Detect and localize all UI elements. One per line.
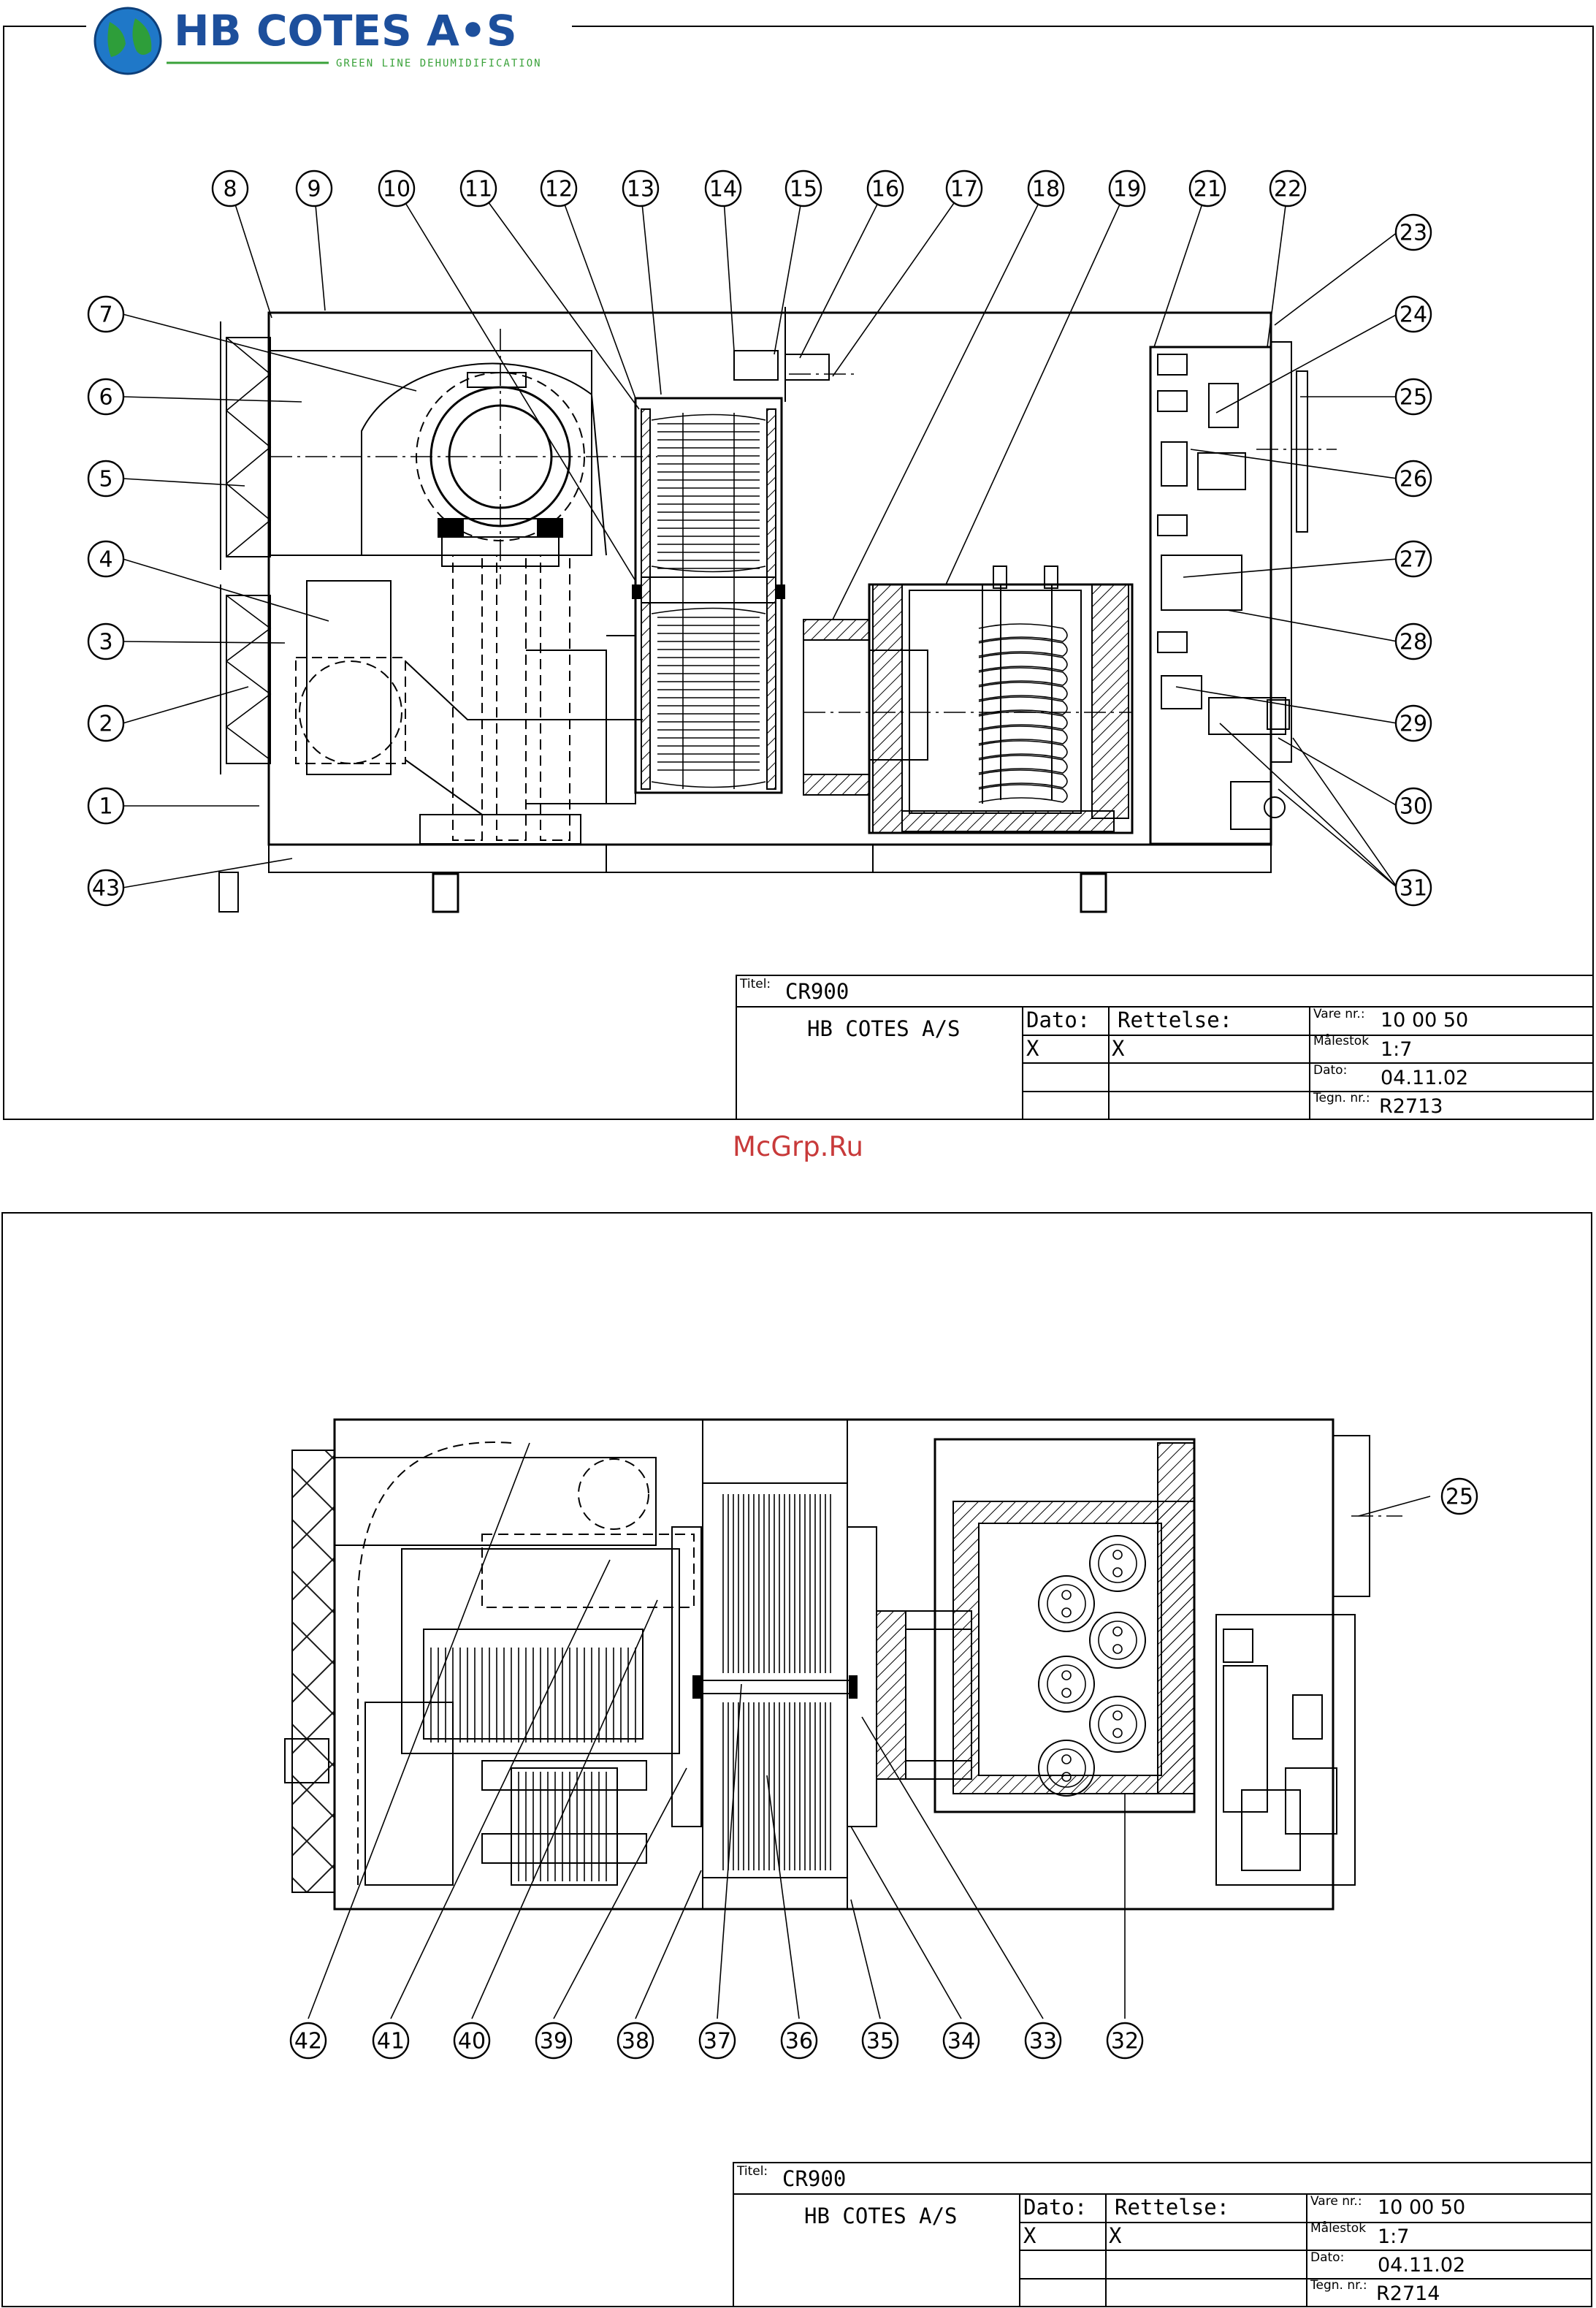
svg-text:18: 18 <box>1031 176 1061 202</box>
part-label-4 <box>88 541 123 576</box>
svg-text:31: 31 <box>1399 875 1428 902</box>
rotor-drive <box>734 307 855 402</box>
part-label-2 <box>88 706 123 741</box>
dato-header: Dato: <box>1026 1008 1091 1032</box>
part-label-7 <box>88 297 123 332</box>
svg-text:17: 17 <box>950 176 979 202</box>
rettelse-x: X <box>1109 2223 1122 2248</box>
part-label-39 <box>536 2023 571 2058</box>
panel-top-view <box>1216 1436 1402 1885</box>
vare-number: 10 00 50 <box>1381 1009 1469 1032</box>
part-label-35 <box>863 2023 898 2058</box>
svg-text:30: 30 <box>1399 793 1428 820</box>
part-label-41 <box>373 2023 408 2058</box>
fan-housing <box>270 329 657 584</box>
rotor-wheel <box>632 398 785 793</box>
company-name: HB COTES A/S <box>804 2204 958 2228</box>
heater-coil <box>979 584 1067 802</box>
vare-number: 10 00 50 <box>1378 2196 1466 2219</box>
part-label-36 <box>782 2023 817 2058</box>
svg-text:16: 16 <box>871 176 900 202</box>
svg-text:21: 21 <box>1193 176 1222 202</box>
svg-text:6: 6 <box>99 384 113 411</box>
part-label-42 <box>291 2023 326 2058</box>
svg-text:37: 37 <box>703 2028 732 2054</box>
date: 04.11.02 <box>1378 2254 1466 2277</box>
title-block-2 <box>733 2163 1592 2307</box>
part-label-9 <box>297 171 332 206</box>
svg-text:10: 10 <box>382 176 411 202</box>
svg-text:1: 1 <box>99 793 113 820</box>
sheet-2-border <box>2 1213 1592 2307</box>
part-label-40 <box>454 2023 489 2058</box>
part-label-13 <box>623 171 658 206</box>
part-label-21 <box>1190 171 1225 206</box>
svg-text:42: 42 <box>294 2028 323 2054</box>
part-label-1 <box>88 788 123 823</box>
drawing-number: R2713 <box>1379 1095 1443 1118</box>
part-label-16 <box>868 171 903 206</box>
svg-text:35: 35 <box>866 2028 895 2054</box>
part-label-26 <box>1396 461 1431 496</box>
svg-text:2: 2 <box>99 711 113 737</box>
svg-text:24: 24 <box>1399 302 1428 328</box>
part-label-22 <box>1270 171 1305 206</box>
inlet-filters <box>221 321 270 774</box>
dato-key: Dato: <box>1313 1063 1348 1078</box>
scale: 1:7 <box>1378 2225 1410 2248</box>
part-label-19 <box>1110 171 1145 206</box>
part-label-8 <box>213 171 248 206</box>
drawing-title: CR900 <box>782 2166 847 2191</box>
rotor-fins <box>657 413 760 789</box>
svg-text:7: 7 <box>99 302 113 328</box>
svg-text:15: 15 <box>789 176 818 202</box>
svg-text:33: 33 <box>1028 2028 1058 2054</box>
svg-text:26: 26 <box>1399 466 1428 492</box>
svg-text:25: 25 <box>1445 1484 1474 1510</box>
svg-text:32: 32 <box>1110 2028 1139 2054</box>
part-label-12 <box>541 171 576 206</box>
part-label-23 <box>1396 215 1431 250</box>
svg-text:41: 41 <box>376 2028 405 2054</box>
svg-text:9: 9 <box>307 176 321 202</box>
part-labels-sheet-1 <box>88 171 1431 905</box>
svg-text:22: 22 <box>1273 176 1302 202</box>
sheet-1 <box>4 6 1593 1119</box>
dato-x: X <box>1023 2223 1036 2248</box>
svg-text:36: 36 <box>784 2028 814 2054</box>
fan-top-view <box>335 1442 694 1885</box>
watermark: McGrp.Ru <box>733 1131 863 1162</box>
malestok-key: Målestok <box>1310 2221 1367 2236</box>
part-label-32 <box>1107 2023 1142 2058</box>
dato-x: X <box>1026 1036 1039 1061</box>
part-label-14 <box>706 171 741 206</box>
heater-top-view <box>877 1439 1194 1812</box>
dato-key: Dato: <box>1310 2250 1345 2265</box>
rotor-top-view <box>672 1483 877 1878</box>
part-label-27 <box>1396 541 1431 576</box>
rettelse-header: Rettelse: <box>1115 2195 1230 2220</box>
part-label-6 <box>88 379 123 414</box>
dato-header: Dato: <box>1023 2195 1088 2220</box>
part-label-28 <box>1396 624 1431 659</box>
part-label-25 <box>1396 379 1431 414</box>
titel-key: Titel: <box>737 2164 768 2179</box>
part-label-33 <box>1026 2023 1061 2058</box>
svg-text:12: 12 <box>544 176 573 202</box>
electrical-panel <box>1150 342 1337 844</box>
part-label-11 <box>461 171 496 206</box>
svg-text:4: 4 <box>99 546 113 573</box>
part-label-5 <box>88 461 123 496</box>
part-label-10 <box>379 171 414 206</box>
svg-text:3: 3 <box>99 629 113 655</box>
svg-text:14: 14 <box>709 176 738 202</box>
svg-text:19: 19 <box>1112 176 1142 202</box>
leader-lines-sheet-2 <box>308 1443 1430 2019</box>
svg-text:43: 43 <box>91 875 121 902</box>
vare-key: Vare nr.: <box>1310 2194 1362 2209</box>
part-label-43 <box>88 870 123 905</box>
rettelse-x: X <box>1112 1036 1125 1061</box>
part-label-38 <box>618 2023 653 2058</box>
svg-text:5: 5 <box>99 466 113 492</box>
svg-text:28: 28 <box>1399 629 1428 655</box>
part-label-24 <box>1396 297 1431 332</box>
company-logo <box>86 6 572 77</box>
drawing-number: R2714 <box>1376 2282 1440 2305</box>
svg-text:40: 40 <box>457 2028 486 2054</box>
part-label-29 <box>1396 706 1431 741</box>
scale: 1:7 <box>1381 1038 1413 1061</box>
part-label-34 <box>944 2023 979 2058</box>
titel-key: Titel: <box>740 977 771 991</box>
svg-text:11: 11 <box>464 176 493 202</box>
svg-text:25: 25 <box>1399 384 1428 411</box>
logo-tagline: GREEN LINE DEHUMIDIFICATION <box>336 58 542 69</box>
date: 04.11.02 <box>1381 1067 1469 1089</box>
malestok-key: Målestok <box>1313 1034 1370 1048</box>
part-label-25 <box>1442 1479 1477 1514</box>
reactivation-section <box>803 566 1132 833</box>
svg-text:29: 29 <box>1399 711 1428 737</box>
title-block-1 <box>736 975 1593 1119</box>
svg-text:13: 13 <box>626 176 655 202</box>
rettelse-header: Rettelse: <box>1118 1008 1233 1032</box>
part-label-37 <box>700 2023 735 2058</box>
motor-belt <box>296 555 643 844</box>
part-label-18 <box>1028 171 1064 206</box>
svg-text:34: 34 <box>947 2028 976 2054</box>
part-label-17 <box>947 171 982 206</box>
filter-top-view <box>285 1450 335 1892</box>
svg-text:27: 27 <box>1399 546 1428 573</box>
svg-text:39: 39 <box>539 2028 568 2054</box>
company-name: HB COTES A/S <box>807 1016 961 1041</box>
drawing-title: CR900 <box>785 979 849 1004</box>
tegn-key: Tegn. nr.: <box>1313 1091 1370 1105</box>
logo-company: HB COTES A•S <box>174 6 517 56</box>
tegn-key: Tegn. nr.: <box>1310 2278 1367 2293</box>
svg-text:38: 38 <box>621 2028 650 2054</box>
sheet-2 <box>2 1213 1592 2307</box>
part-label-3 <box>88 624 123 659</box>
vare-key: Vare nr.: <box>1313 1007 1365 1021</box>
part-label-15 <box>786 171 821 206</box>
svg-text:8: 8 <box>223 176 237 202</box>
part-label-30 <box>1396 788 1431 823</box>
part-label-31 <box>1396 870 1431 905</box>
svg-text:23: 23 <box>1399 220 1428 246</box>
